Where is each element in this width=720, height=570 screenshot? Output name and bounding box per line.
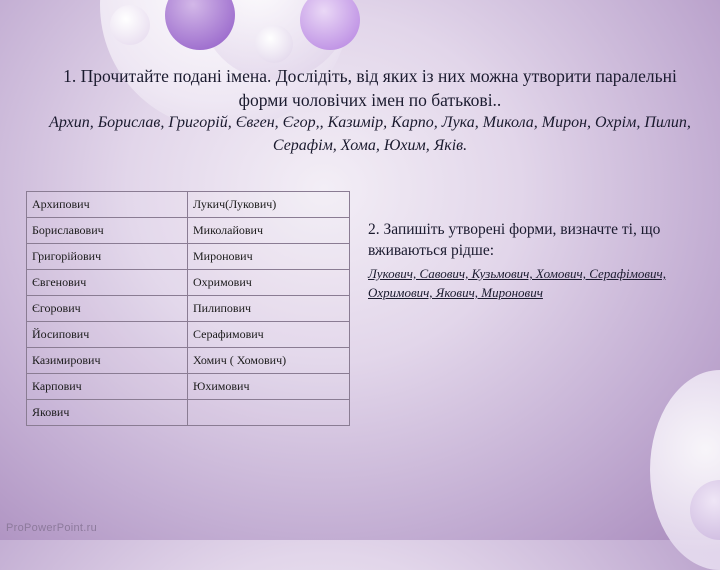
decorative-bubble (110, 5, 150, 45)
watermark: ProPowerPoint.ru (6, 522, 98, 534)
table-cell: Якович (27, 400, 188, 426)
table-cell: Пилипович (188, 296, 350, 322)
patronymic-table (26, 191, 350, 426)
slide-title: 1. Прочитайте подані імена. Дослідіть, від яких із них можна утворити паралельні форми чоловічих імен по батькові.. (63, 66, 677, 110)
decorative-bubble (650, 370, 720, 570)
table-cell: Миколайович (188, 218, 350, 244)
table-row (27, 374, 350, 400)
table-row (27, 296, 350, 322)
decorative-bubble (255, 25, 293, 63)
table-cell: Юхимович (188, 374, 350, 400)
answers-text: Лукович, Савович, Кузьмович, Хомович, Серафімович, Охримович, Якович, Миронович (368, 266, 666, 300)
table-cell: Серафимович (188, 322, 350, 348)
table-row (27, 244, 350, 270)
table-cell: Лукич(Лукович) (188, 192, 350, 218)
table-row (27, 270, 350, 296)
table-row (27, 192, 350, 218)
table-cell: Бориславович (27, 218, 188, 244)
task-2-text: 2. Запишіть утворені форми, визначте ті, що вживаються рідше: (368, 221, 661, 259)
table-cell: Євгенович (27, 270, 188, 296)
table-cell: Казимирович (27, 348, 188, 374)
table-row (27, 218, 350, 244)
table-cell (188, 400, 350, 426)
table-cell: Григорійович (27, 244, 188, 270)
table-cell: Йосипович (27, 322, 188, 348)
table-row (27, 322, 350, 348)
table-cell: Миронович (188, 244, 350, 270)
table-cell: Охримович (188, 270, 350, 296)
table-cell: Хомич ( Хомович) (188, 348, 350, 374)
table-row (27, 348, 350, 374)
names-list: Архип, Борислав, Григорій, Євген, Єгор,, Казимір, Карпо, Лука, Микола, Мирон, Охрім, Пилип, Серафім, Хома, Юхим, Яків. (49, 114, 691, 154)
table-row (27, 400, 350, 426)
table-cell: Архипович (27, 192, 188, 218)
table-cell: Карпович (27, 374, 188, 400)
table-cell: Єгорович (27, 296, 188, 322)
